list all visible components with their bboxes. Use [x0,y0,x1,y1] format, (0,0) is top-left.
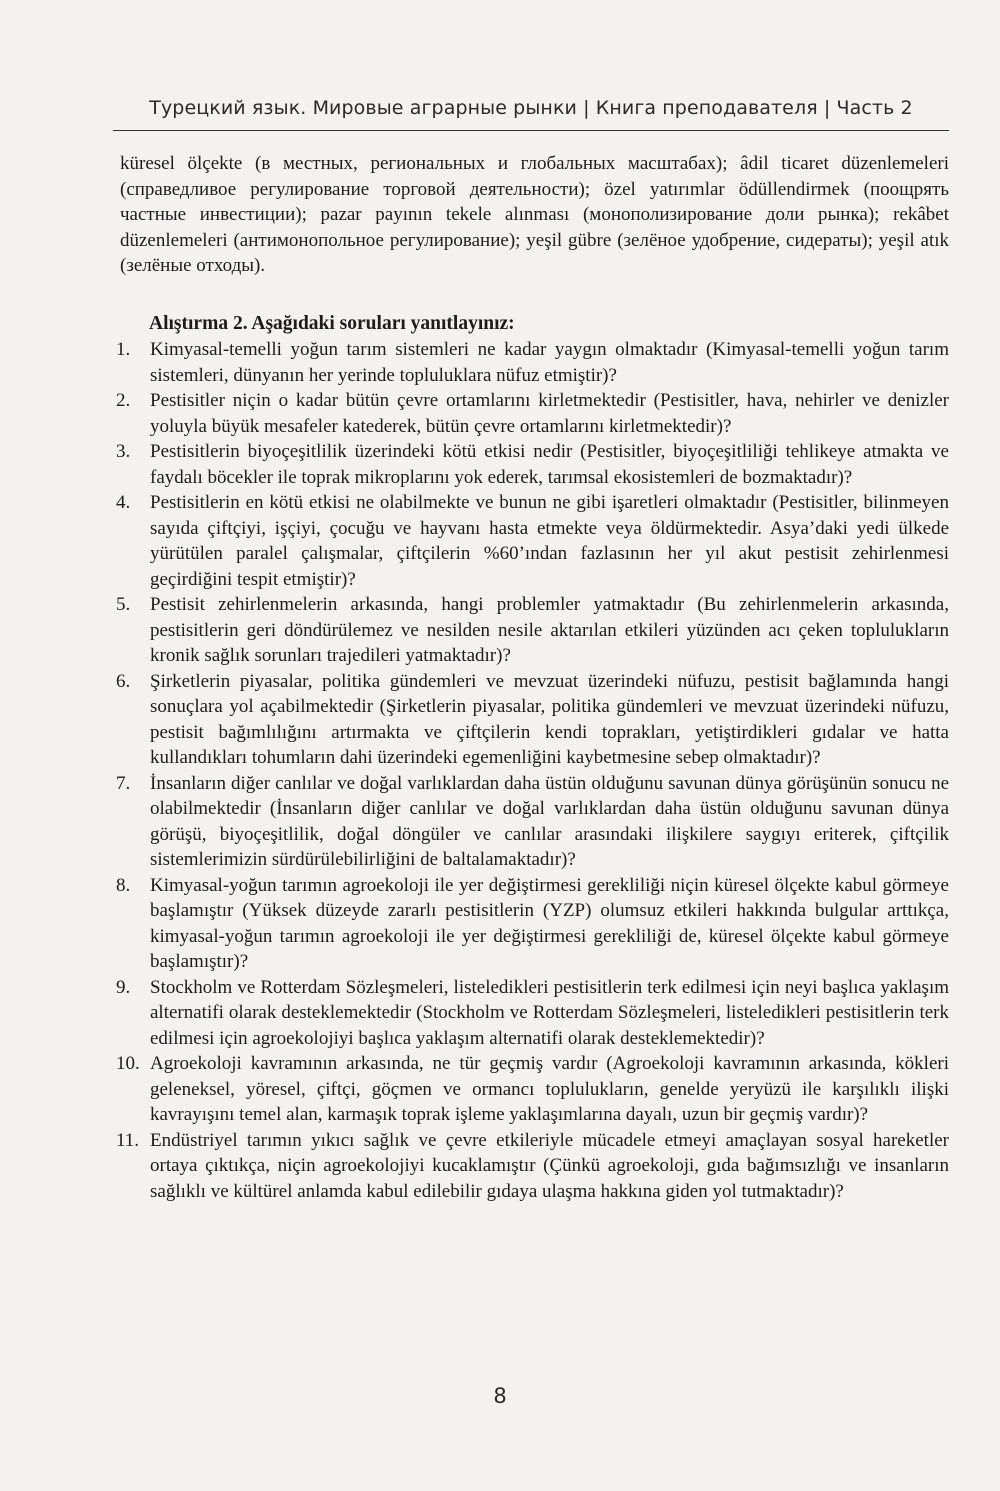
question-text: Kimyasal-temelli yoğun tarım sistemleri ne kadar yaygın olmaktadır (Kimyasal-temelli yoğun tarım sistemleri, dünyanın her yerinde topluluklara nüfuz etmiştir)? [150,339,949,386]
question-item [116,771,949,873]
question-text: Pestisitlerin biyoçeşitlilik üzerindeki kötü etkisi nedir (Pestisitler, biyoçeşitliliği tehlikeye atmakta ve faydalı böcekler ile toprak mikroplarını yok ederek, tarımsal ekosistemleri de bozmaktadır)? [150,441,949,488]
question-text: Pestisitler niçin o kadar bütün çevre ortamlarını kirletmektedir (Pestisitler, hava, nehirler ve denizler yoluyla büyük mesafeler katederek, bütün çevre ortamlarını kirletmektedir)? [150,390,949,437]
question-number: 4. [116,492,131,513]
question-item [116,669,949,771]
question-number: 3. [116,441,131,462]
question-number: 5. [116,594,131,615]
question-item [116,439,949,490]
question-number: 2. [116,390,131,411]
question-text: Şirketlerin piyasalar, politika gündemleri ve mevzuat üzerindeki nüfuzu, pestisit bağlamında hangi sonuçlara yol açabilmektedir (Şirketlerin piyasalar, politika gündemleri ve mevzuat üzerindeki nüfuzu, pestisit bağımlılığını artırmakta ve çiftçilerin kendi toprakları, yetiştirdikleri gıdalar ve hatta kullandıkları tohumların dahi üzerindeki egemenliğini kaybetmesine sebep olmaktadır)? [150,670,949,768]
question-number: 7. [116,772,131,794]
question-number: 9. [116,976,131,998]
question-number: 8. [116,874,131,896]
page-number: 8 [493,1384,507,1408]
running-header: Турецкий язык. Мировые аграрные рынки | Книга преподавателя | Часть 2 [149,97,913,119]
question-item [116,388,949,439]
question-text: Endüstriyel tarımın yıkıcı sağlık ve çevre etkileriyle mücadele etmeyi amaçlayan sosyal hareketler ortaya çıktıkça, niçin agroekolojiyi kucaklamıştır (Çünkü agroekoloji, gıda bağımsızlığı ve insanların sağlıklı ve kültürel anlamda kabul edilebilir gıdaya ulaşma hakkına giden yol tutmaktadır)? [150,1129,949,1202]
question-text: Kimyasal-yoğun tarımın agroekoloji ile yer değiştirmesi gerekliliği niçin küresel ölçekte kabul görmeye başlamıştır (Yüksek düzeyde zararlı pestisitlerin (YZP) olumsuz etkileri hakkında bulgular arttıkça, kimyasal-yoğun tarımın agroekoloji ile yer değiştirmesi gerekliliği de, küresel ölçekte kabul görmeye başlamıştır)? [150,874,949,972]
question-item [116,337,949,388]
question-list [116,337,949,1204]
question-text: İnsanların diğer canlılar ve doğal varlıklardan daha üstün olduğunu savunan dünya görüşünün sonucu ne olabilmektedir (İnsanların diğer canlılar ve doğal varlıklardan daha üstün olduğunu savunan dünya görüşü, biyoçeşitlilik, doğal döngüler ve canlılar arasındaki ilişkilere saygıyı eriterek, çiftçilik sistemlerimizin sürdürülebilirliğini de baltalamaktadır)? [150,772,949,870]
intro-paragraph: küresel ölçekte (в местных, региональных и глобальных масштабах); âdil ticaret düzenlemeleri (справедливое регулирование торговой деятельности); özel yatırımlar ödüllendirmek (поощрять частные инвестиции); pazar payının tekele alınması (монополизирование доли рынка); rekâbet düzenlemeleri (антимонопольное регулирование); yeşil gübre (зелёное удобрение, сидераты); yeşil atık (зелёные отходы). [120,153,949,276]
question-text: Pestisit zehirlenmelerin arkasında, hangi problemler yatmaktadır (Bu zehirlenmelerin arkasında, pestisitlerin geri döndürülemez ve nesilden nesile aktarılan etkileri yüzünden acı çeken toplulukların kronik sağlık sorunları trajedileri yatmaktadır)? [150,594,949,666]
question-text: Stockholm ve Rotterdam Sözleşmeleri, listeledikleri pestisitlerin terk edilmesi için neyi başlıca yaklaşım alternatifi olarak desteklemektedir (Stockholm ve Rotterdam Sözleşmeleri, listeledikleri pestisitlerin terk edilmesi için agroekolojiyi başlıca yaklaşım alternatifi olarak desteklemektedir)? [150,976,949,1049]
question-item [116,873,949,975]
question-number: 11. [116,1129,140,1151]
question-item [116,1128,949,1205]
question-number: 6. [116,670,131,692]
question-text: Agroekoloji kavramının arkasında, ne tür geçmiş vardır (Agroekoloji kavramının arkasında, kökleri geleneksel, yöresel, çiftçi, göçmen ve ormancı toplulukların, genelde yeryüzü ile karşılıklı ilişki kavrayışını temel alan, karmaşık toprak işleme yaklaşımlarına dayalı, uzun bir geçmiş vardır)? [150,1053,949,1125]
question-number: 1. [116,339,131,360]
exercise-title: Alıştırma 2. Aşağıdaki soruları yanıtlayınız: [149,313,515,334]
question-number: 10. [116,1053,140,1074]
header-rule [113,130,949,131]
question-text: Pestisitlerin en kötü etkisi ne olabilmekte ve bunun ne gibi işaretleri olmaktadır (Pestisitler, bilinmeyen sayıda çiftçiyi, işçiyi, çocuğu ve hayvanı hasta etmekte veya öldürmektedir. Asya’daki yedi ülkede yürütülen paralel çalışmalar, çiftçilerin %60’ından fazlasının her yıl akut pestisit zehirlenmesi geçirdiğini tespit etmiştir)? [150,492,949,590]
question-item [116,490,949,592]
question-item [116,1051,949,1128]
question-item [116,592,949,669]
question-item [116,975,949,1052]
